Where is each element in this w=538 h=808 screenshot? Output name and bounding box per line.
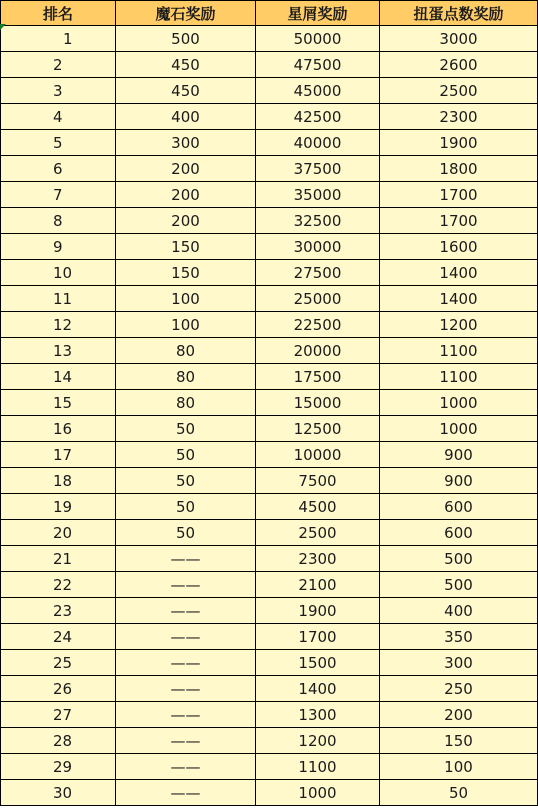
magic-stone-cell: —— [116, 598, 256, 624]
table-row [1, 390, 538, 416]
magic-stone-cell: —— [116, 676, 256, 702]
rank-cell: 22 [1, 572, 116, 598]
stardust-cell: 1100 [256, 754, 380, 780]
table-row [1, 494, 538, 520]
magic-stone-cell: —— [116, 624, 256, 650]
stardust-cell: 1500 [256, 650, 380, 676]
magic-stone-cell: 50 [116, 494, 256, 520]
gacha-points-cell: 250 [380, 676, 538, 702]
table-row [1, 312, 538, 338]
gacha-points-cell: 500 [380, 546, 538, 572]
magic-stone-cell: 50 [116, 442, 256, 468]
table-row [1, 676, 538, 702]
stardust-cell: 10000 [256, 442, 380, 468]
magic-stone-cell: 400 [116, 104, 256, 130]
stardust-cell: 2300 [256, 546, 380, 572]
table-row [1, 572, 538, 598]
gacha-points-cell: 150 [380, 728, 538, 754]
stardust-cell: 1400 [256, 676, 380, 702]
table-row [1, 702, 538, 728]
stardust-cell: 42500 [256, 104, 380, 130]
magic-stone-cell: 50 [116, 468, 256, 494]
gacha-points-cell: 900 [380, 468, 538, 494]
gacha-points-cell: 2600 [380, 52, 538, 78]
gacha-points-cell: 1700 [380, 182, 538, 208]
rank-cell: 15 [1, 390, 116, 416]
rank-cell: 13 [1, 338, 116, 364]
stardust-cell: 1300 [256, 702, 380, 728]
table-row [1, 780, 538, 806]
magic-stone-cell: 100 [116, 286, 256, 312]
gacha-points-cell: 1000 [380, 416, 538, 442]
table-row [1, 364, 538, 390]
rank-cell: 30 [1, 780, 116, 806]
stardust-cell: 50000 [256, 26, 380, 52]
magic-stone-cell: 50 [116, 520, 256, 546]
magic-stone-cell: 50 [116, 416, 256, 442]
rank-cell: 20 [1, 520, 116, 546]
rank-cell: 11 [1, 286, 116, 312]
rank-cell: 25 [1, 650, 116, 676]
stardust-cell: 15000 [256, 390, 380, 416]
magic-stone-cell: 500 [116, 26, 256, 52]
rank-cell: 7 [1, 182, 116, 208]
table-row [1, 234, 538, 260]
magic-stone-cell: —— [116, 780, 256, 806]
stardust-cell: 17500 [256, 364, 380, 390]
header-row [1, 1, 538, 26]
rank-cell: 23 [1, 598, 116, 624]
gacha-points-cell: 1600 [380, 234, 538, 260]
table-row [1, 52, 538, 78]
magic-stone-cell: 80 [116, 364, 256, 390]
gacha-points-cell: 1800 [380, 156, 538, 182]
header-rank: 排名 [1, 1, 116, 26]
rank-cell: 1 [1, 26, 116, 52]
gacha-points-cell: 50 [380, 780, 538, 806]
header-stardust-reward: 星屑奖励 [256, 1, 380, 26]
stardust-cell: 20000 [256, 338, 380, 364]
cell-marker-icon [0, 24, 6, 30]
magic-stone-cell: —— [116, 572, 256, 598]
magic-stone-cell: —— [116, 650, 256, 676]
magic-stone-cell: 80 [116, 338, 256, 364]
magic-stone-cell: 450 [116, 78, 256, 104]
stardust-cell: 2100 [256, 572, 380, 598]
table-row [1, 338, 538, 364]
rank-cell: 18 [1, 468, 116, 494]
stardust-cell: 27500 [256, 260, 380, 286]
stardust-cell: 32500 [256, 208, 380, 234]
table-row [1, 754, 538, 780]
magic-stone-cell: 300 [116, 130, 256, 156]
magic-stone-cell: 200 [116, 182, 256, 208]
rank-cell: 29 [1, 754, 116, 780]
gacha-points-cell: 300 [380, 650, 538, 676]
gacha-points-cell: 100 [380, 754, 538, 780]
table-row [1, 442, 538, 468]
stardust-cell: 1900 [256, 598, 380, 624]
magic-stone-cell: 200 [116, 208, 256, 234]
stardust-cell: 12500 [256, 416, 380, 442]
stardust-cell: 4500 [256, 494, 380, 520]
rank-cell: 4 [1, 104, 116, 130]
rank-cell: 16 [1, 416, 116, 442]
stardust-cell: 1200 [256, 728, 380, 754]
magic-stone-cell: —— [116, 754, 256, 780]
table-row [1, 650, 538, 676]
table-row [1, 728, 538, 754]
stardust-cell: 2500 [256, 520, 380, 546]
rank-cell: 28 [1, 728, 116, 754]
gacha-points-cell: 1700 [380, 208, 538, 234]
gacha-points-cell: 2500 [380, 78, 538, 104]
rank-cell: 8 [1, 208, 116, 234]
stardust-cell: 22500 [256, 312, 380, 338]
rank-cell: 6 [1, 156, 116, 182]
stardust-cell: 35000 [256, 182, 380, 208]
table-body [1, 26, 538, 806]
table-row [1, 546, 538, 572]
rank-cell: 27 [1, 702, 116, 728]
gacha-points-cell: 350 [380, 624, 538, 650]
table-row [1, 520, 538, 546]
header-gacha-points-reward: 扭蛋点数奖励 [380, 1, 538, 26]
table-row [1, 416, 538, 442]
stardust-cell: 7500 [256, 468, 380, 494]
table-row [1, 78, 538, 104]
gacha-points-cell: 3000 [380, 26, 538, 52]
table-row [1, 130, 538, 156]
table-row [1, 624, 538, 650]
rank-cell: 5 [1, 130, 116, 156]
table-row [1, 156, 538, 182]
gacha-points-cell: 1400 [380, 286, 538, 312]
gacha-points-cell: 1000 [380, 390, 538, 416]
stardust-cell: 25000 [256, 286, 380, 312]
gacha-points-cell: 400 [380, 598, 538, 624]
rank-cell: 12 [1, 312, 116, 338]
table-row [1, 182, 538, 208]
stardust-cell: 30000 [256, 234, 380, 260]
magic-stone-cell: —— [116, 546, 256, 572]
table-row [1, 260, 538, 286]
table-row [1, 598, 538, 624]
rank-cell: 17 [1, 442, 116, 468]
stardust-cell: 40000 [256, 130, 380, 156]
table-row [1, 468, 538, 494]
stardust-cell: 47500 [256, 52, 380, 78]
rank-cell: 26 [1, 676, 116, 702]
gacha-points-cell: 1200 [380, 312, 538, 338]
gacha-points-cell: 600 [380, 520, 538, 546]
rank-cell: 2 [1, 52, 116, 78]
stardust-cell: 1000 [256, 780, 380, 806]
rank-cell: 14 [1, 364, 116, 390]
rank-cell: 19 [1, 494, 116, 520]
gacha-points-cell: 2300 [380, 104, 538, 130]
magic-stone-cell: —— [116, 702, 256, 728]
magic-stone-cell: 200 [116, 156, 256, 182]
magic-stone-cell: 100 [116, 312, 256, 338]
gacha-points-cell: 200 [380, 702, 538, 728]
gacha-points-cell: 900 [380, 442, 538, 468]
rank-cell: 10 [1, 260, 116, 286]
gacha-points-cell: 1900 [380, 130, 538, 156]
gacha-points-cell: 500 [380, 572, 538, 598]
gacha-points-cell: 1100 [380, 338, 538, 364]
rank-cell: 21 [1, 546, 116, 572]
gacha-points-cell: 600 [380, 494, 538, 520]
stardust-cell: 1700 [256, 624, 380, 650]
stardust-cell: 37500 [256, 156, 380, 182]
rank-cell: 3 [1, 78, 116, 104]
gacha-points-cell: 1400 [380, 260, 538, 286]
magic-stone-cell: 80 [116, 390, 256, 416]
table-row [1, 208, 538, 234]
magic-stone-cell: 150 [116, 234, 256, 260]
stardust-cell: 45000 [256, 78, 380, 104]
table-row [1, 286, 538, 312]
rank-cell: 9 [1, 234, 116, 260]
table-row [1, 104, 538, 130]
magic-stone-cell: 150 [116, 260, 256, 286]
magic-stone-cell: 450 [116, 52, 256, 78]
rank-cell: 24 [1, 624, 116, 650]
header-magic-stone-reward: 魔石奖励 [116, 1, 256, 26]
gacha-points-cell: 1100 [380, 364, 538, 390]
magic-stone-cell: —— [116, 728, 256, 754]
table-row [1, 26, 538, 52]
